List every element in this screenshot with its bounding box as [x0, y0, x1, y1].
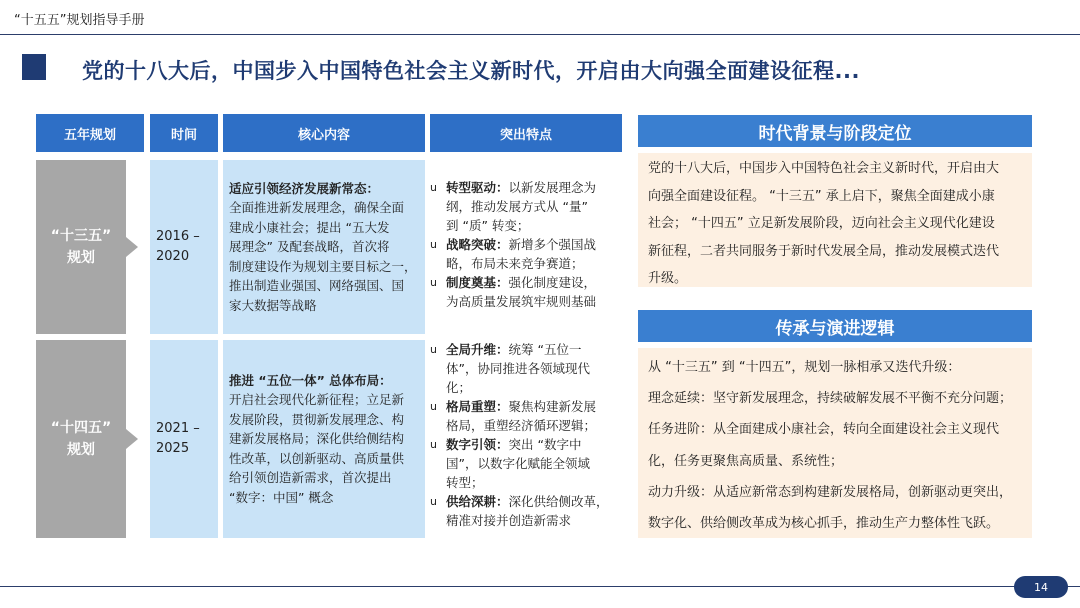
feature-line: 统筹 “五位一 [508, 342, 582, 357]
time-start: 2021 – [156, 421, 200, 436]
time-end: 2025 [156, 441, 190, 456]
bullet-marker: u [430, 438, 437, 451]
side-text-line: 向强全面建设征程。 “十三五” 承上启下，聚焦全面建成小康 [648, 188, 995, 204]
side-text-line: 任务进阶：从全面建成小康社会，转向全面建设社会主义现代 [648, 422, 1000, 438]
core-heading: 推进 “五位一体” 总体布局： [229, 373, 392, 389]
header-core: 核心内容 [223, 114, 425, 152]
page-number: 14 [1014, 576, 1068, 598]
side-text-line: 新征程，二者共同服务于新时代发展全局，推动发展模式迭代 [648, 243, 1000, 259]
feature-item [430, 340, 622, 397]
header-time: 时间 [150, 114, 218, 152]
bullet-marker: u [430, 276, 437, 289]
side-panel-background-body [638, 153, 1032, 287]
top-divider [0, 34, 1080, 35]
plan-suffix: 规划 [67, 442, 95, 458]
side-text-line: 理念延续：坚守新发展理念，持续破解发展不平衡不充分问题； [648, 391, 1013, 407]
doc-title: “十五五”规划指导手册 [14, 13, 145, 28]
row-arrow [126, 429, 138, 449]
feature-line: 新增多个强国战 [508, 237, 597, 252]
time-start: 2016 – [156, 229, 200, 244]
plan-name: “十三五” [50, 228, 112, 244]
header-features: 突出特点 [430, 114, 622, 152]
side-text-line: 社会； “十四五” 立足新发展阶段，迈向社会主义现代化建设 [648, 216, 995, 231]
feature-key: 制度奠基： [446, 275, 509, 290]
feature-item [430, 178, 622, 235]
side-text-line: 动力升级：从适应新常态到构建新发展格局，创新驱动更突出， [648, 484, 1013, 500]
core-line: 性改革，以创新驱动、高质量供 [229, 450, 405, 466]
title-marker [22, 54, 46, 80]
bullet-marker: u [430, 181, 437, 194]
bullet-marker: u [430, 400, 437, 413]
feature-item [430, 235, 622, 273]
features-cell-13th [430, 178, 622, 311]
features-cell-14th [430, 340, 622, 530]
feature-item [430, 273, 622, 311]
feature-line: 为高质量发展筑牢规则基础 [446, 294, 597, 309]
core-line: 展理念” 及配套战略，首次将 [229, 239, 390, 255]
feature-line: 化； [446, 380, 472, 395]
core-line: 建新发展格局；深化供给侧结构 [229, 431, 405, 447]
time-cell-13th [150, 160, 218, 334]
time-end: 2020 [156, 249, 190, 264]
side-panel-logic-body [638, 348, 1032, 538]
feature-line: 突出 “数字中 [508, 437, 582, 452]
feature-item [430, 435, 622, 492]
feature-key: 转型驱动： [446, 180, 509, 195]
core-cell-14th [223, 340, 425, 538]
side-text-line: 从 “十三五” 到 “十四五”，规划一脉相承又迭代升级： [648, 360, 961, 375]
core-line: “数字：中国” 概念 [229, 489, 334, 505]
bullet-marker: u [430, 238, 437, 251]
core-line: 开启社会现代化新征程；立足新 [229, 392, 405, 408]
side-text-line: 化，任务更聚焦高质量、系统性； [648, 453, 844, 469]
plan-suffix: 规划 [67, 250, 95, 266]
feature-line: 以新发展理念为 [508, 180, 597, 195]
plan-name: “十四五” [50, 420, 112, 436]
core-line: 家大数据等战略 [229, 297, 317, 313]
feature-line: 深化供给侧改革， [508, 494, 609, 509]
feature-key: 全局升维： [446, 342, 509, 357]
footer-divider [0, 586, 1080, 587]
feature-key: 供给深耕： [446, 494, 509, 509]
side-panel-logic-title: 传承与演进逻辑 [638, 310, 1032, 342]
core-line: 制度建设作为规划主要目标之一， [229, 258, 417, 274]
feature-key: 数字引领： [446, 437, 509, 452]
feature-line: 到 “质” 转变； [446, 218, 530, 233]
feature-item [430, 397, 622, 435]
feature-line: 略，布局未来竞争赛道； [446, 256, 584, 271]
feature-line: 聚焦构建新发展 [508, 399, 597, 414]
feature-line: 格局，重塑经济循环逻辑； [446, 418, 597, 433]
side-text-line: 党的十八大后，中国步入中国特色社会主义新时代，开启由大 [648, 161, 1000, 176]
page-title: 党的十八大后，中国步入中国特色社会主义新时代，开启由大向强全面建设征程... [82, 59, 860, 83]
header-plan: 五年规划 [36, 114, 144, 152]
side-text-line: 升级。 [648, 271, 688, 286]
core-line: 全面推进新发展理念，确保全面 [229, 200, 405, 216]
plan-label-13th [36, 160, 126, 334]
time-cell-14th [150, 340, 218, 538]
plan-label-14th [36, 340, 126, 538]
core-line: 给引领创造新需求，首次提出 [229, 470, 392, 486]
feature-item [430, 492, 622, 530]
feature-key: 格局重塑： [446, 399, 509, 414]
feature-key: 战略突破： [446, 237, 509, 252]
row-arrow [126, 237, 138, 257]
bullet-marker: u [430, 343, 437, 356]
feature-line: 纲，推动发展方式从 “量” [446, 199, 588, 214]
feature-line: 精准对接并创造新需求 [446, 513, 572, 528]
feature-line: 强化制度建设， [508, 275, 597, 290]
side-panel-background-title: 时代背景与阶段定位 [638, 115, 1032, 147]
feature-line: 体”，协同推进各领域现代 [446, 361, 590, 376]
core-line: 建成小康社会；提出 “五大发 [229, 219, 390, 235]
bullet-marker: u [430, 495, 437, 508]
core-heading: 适应引领经济发展新常态： [229, 181, 380, 197]
feature-line: 转型； [446, 475, 484, 490]
core-line: 推出制造业强国、网络强国、国 [229, 278, 405, 294]
core-cell-13th [223, 160, 425, 334]
core-line: 发展阶段，贯彻新发展理念、构 [229, 411, 405, 427]
feature-line: 国”，以数字化赋能全领域 [446, 456, 590, 471]
side-text-line: 数字化、供给侧改革成为核心抓手，推动生产力整体性飞跃。 [648, 516, 1000, 532]
